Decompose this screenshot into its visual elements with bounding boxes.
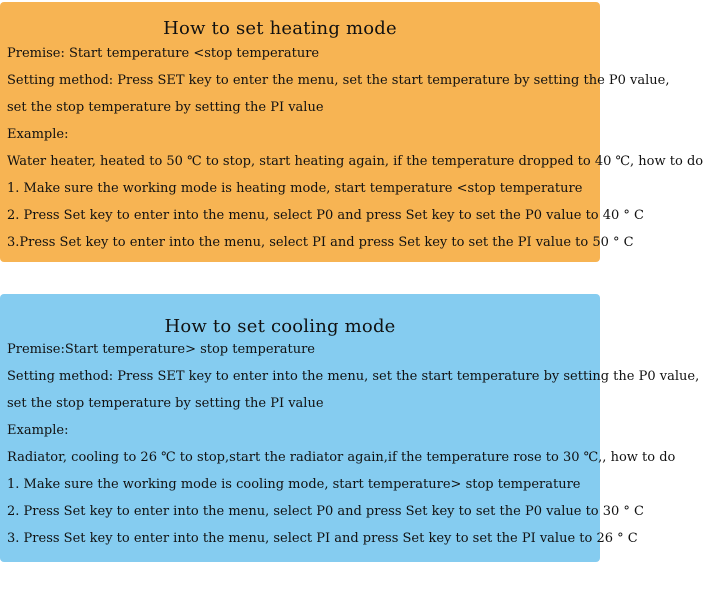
- cooling-setting-method-cont: set the stop temperature by setting the PI value: [7, 396, 324, 411]
- heating-example-label: Example:: [7, 127, 69, 142]
- cooling-premise: Premise:Start temperature> stop temperature: [7, 342, 315, 357]
- heating-step-3: 3.Press Set key to enter into the menu, select PI and press Set key to set the PI value to 50 ° C: [7, 235, 634, 250]
- heating-setting-method-cont: set the stop temperature by setting the PI value: [7, 100, 324, 115]
- heating-mode-panel: [0, 2, 703, 262]
- cooling-setting-method: Setting method: Press SET key to enter into the menu, set the start temperature by setting the P0 value,: [7, 369, 700, 384]
- cooling-step-1: 1. Make sure the working mode is cooling mode, start temperature> stop temperature: [7, 477, 581, 492]
- heating-setting-method: Setting method: Press SET key to enter the menu, set the start temperature by setting the P0 value,: [7, 73, 670, 88]
- heating-step-2: 2. Press Set key to enter into the menu, select P0 and press Set key to set the P0 value to 40 ° C: [7, 208, 644, 223]
- cooling-example-label: Example:: [7, 423, 69, 438]
- heating-title: How to set heating mode: [163, 18, 397, 39]
- cooling-mode-panel: [0, 294, 700, 562]
- heating-example-text: Water heater, heated to 50 ℃ to stop, start heating again, if the temperature dropped to 40 ℃, how to do: [7, 154, 703, 169]
- cooling-example-text: Radiator, cooling to 26 ℃ to stop,start the radiator again,if the temperature rose to 30 ℃,, how to do: [7, 450, 676, 465]
- heating-premise: Premise: Start temperature <stop temperature: [7, 46, 320, 61]
- cooling-step-3: 3. Press Set key to enter into the menu, select PI and press Set key to set the PI value to 26 ° C: [7, 531, 638, 546]
- cooling-title: How to set cooling mode: [164, 316, 396, 337]
- heating-step-1: 1. Make sure the working mode is heating mode, start temperature <stop temperature: [7, 181, 583, 196]
- cooling-step-2: 2. Press Set key to enter into the menu, select P0 and press Set key to set the P0 value to 30 ° C: [7, 504, 644, 519]
